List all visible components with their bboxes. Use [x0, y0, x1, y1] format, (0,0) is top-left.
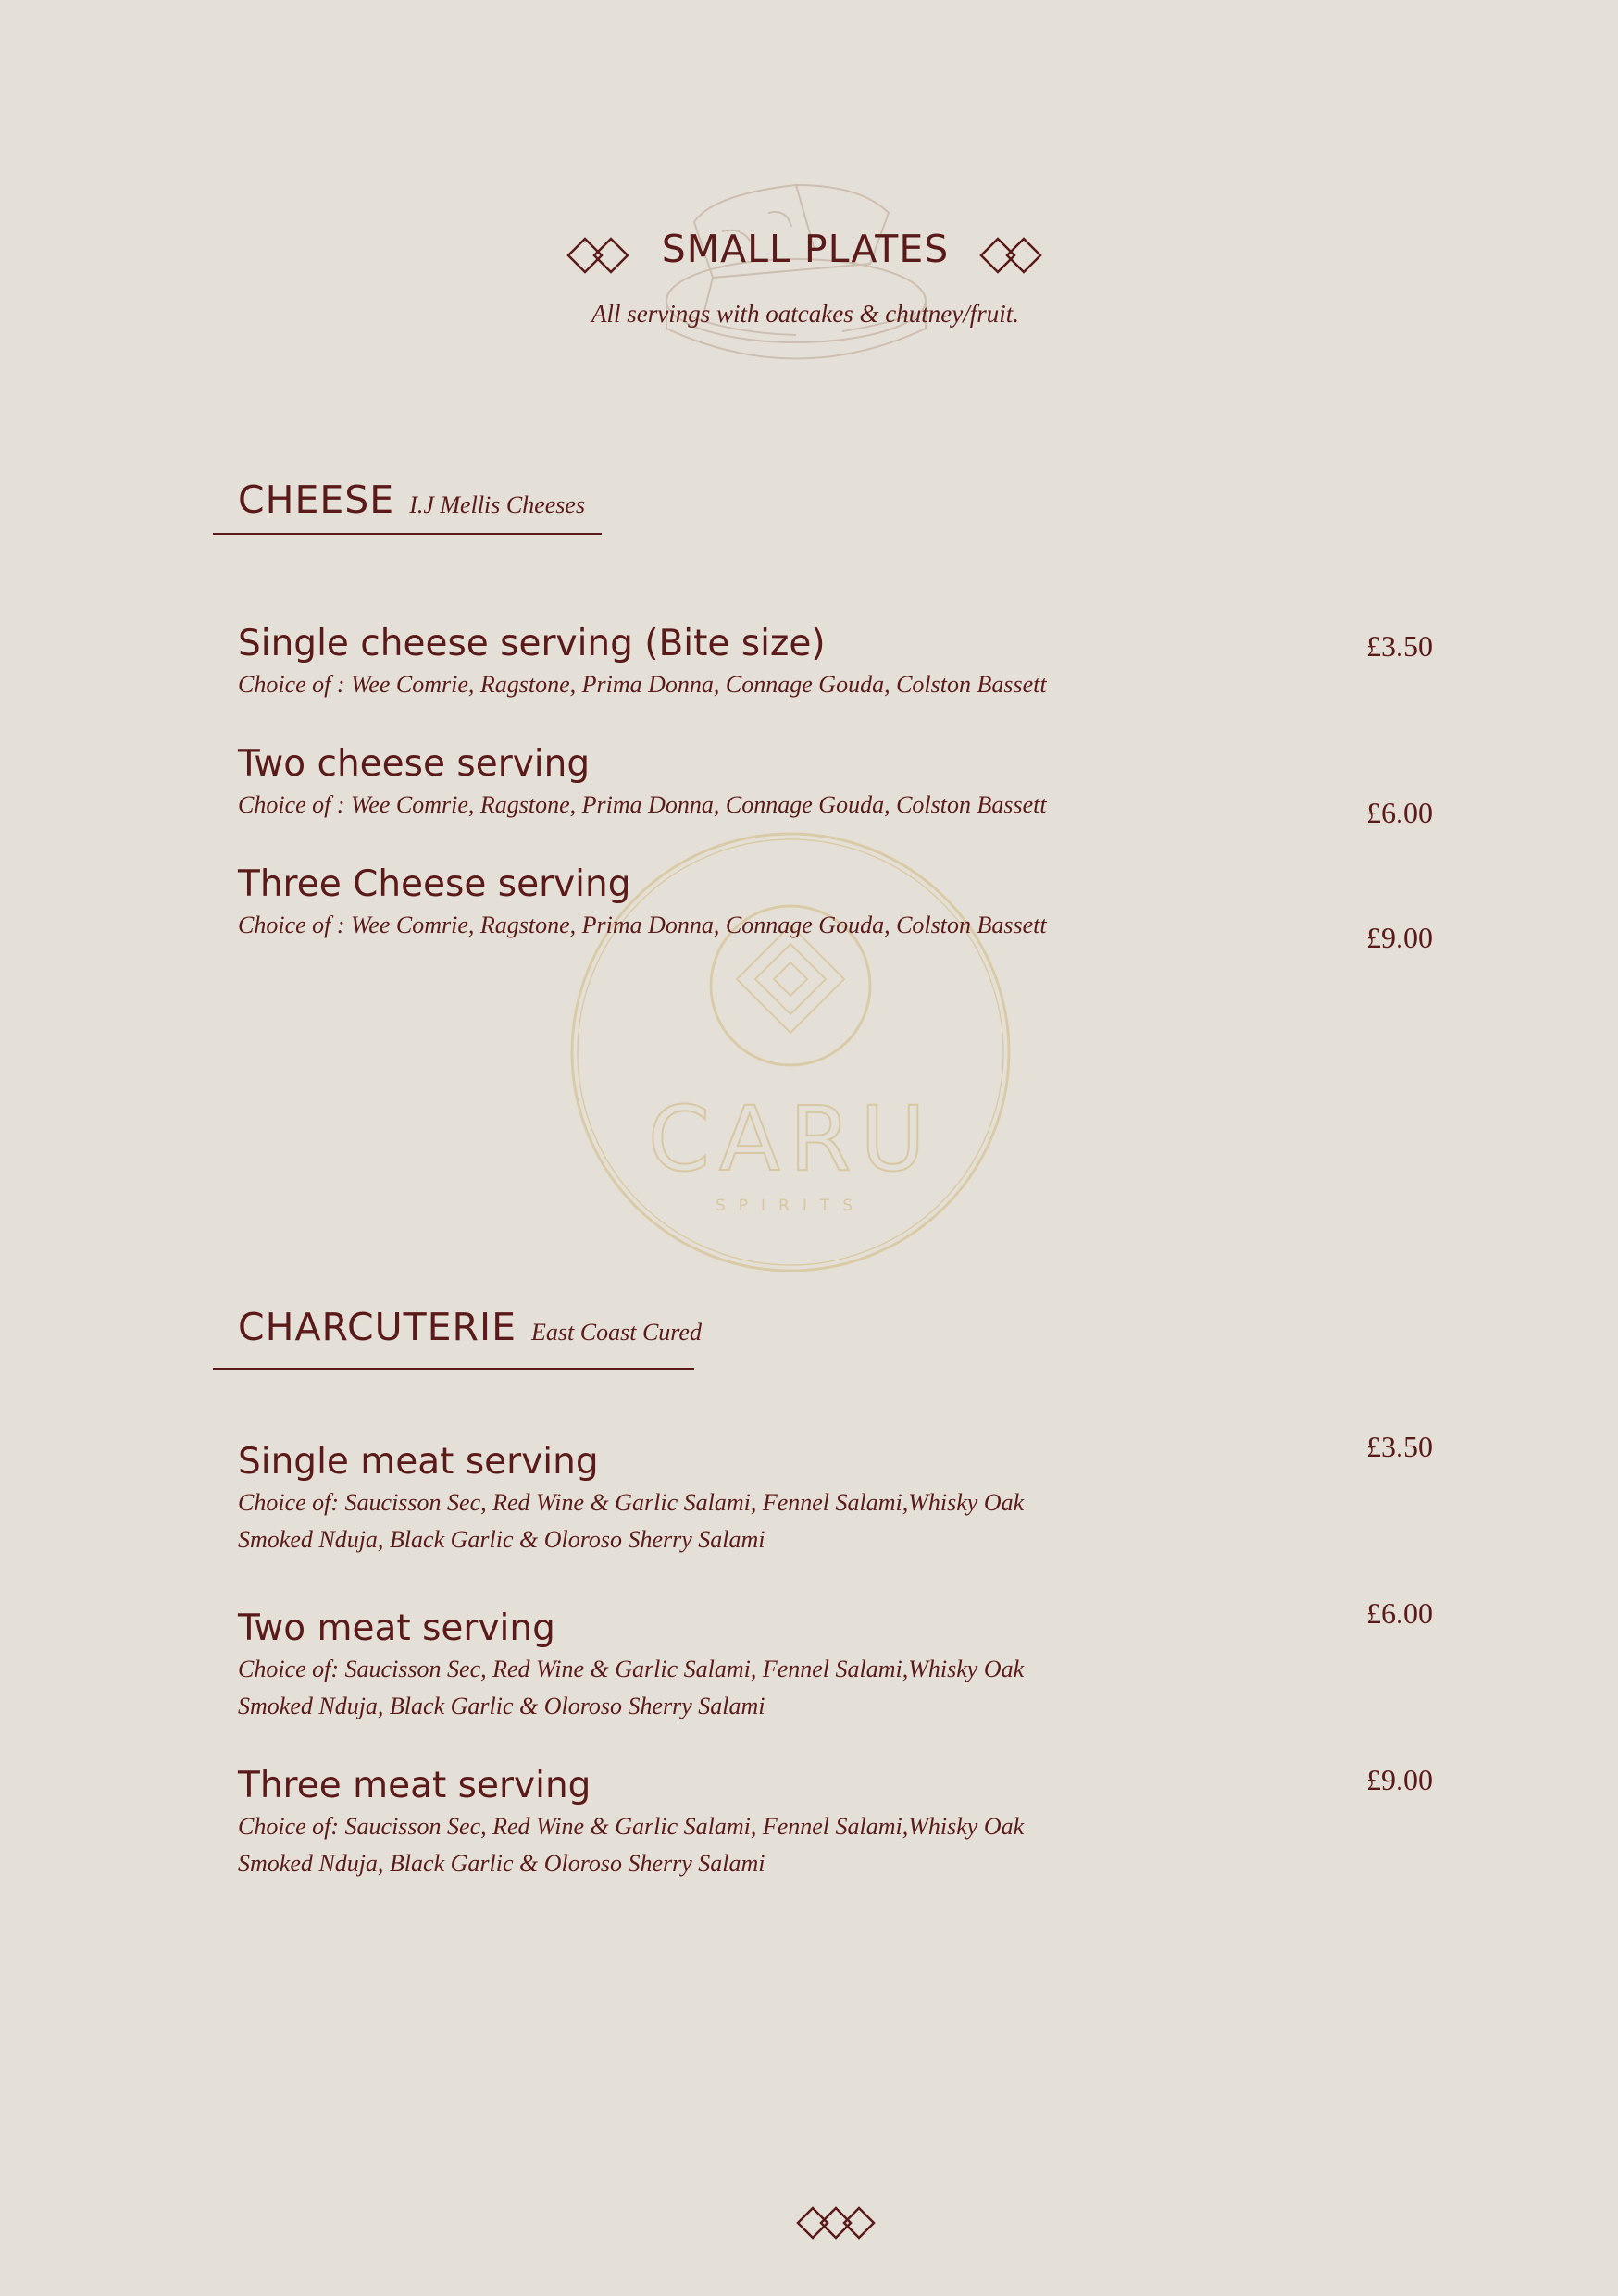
item-name: Three meat serving	[238, 1765, 591, 1806]
item-description: Choice of : Wee Comrie, Ragstone, Prima Donna, Connage Gouda, Colston Bassett	[238, 912, 1047, 938]
item-description-line: Smoked Nduja, Black Garlic & Oloroso Sherry Salami	[238, 1526, 765, 1553]
menu-item	[238, 1440, 1164, 1558]
section-heading-cheese	[238, 478, 585, 522]
item-description-line: Choice of: Saucisson Sec, Red Wine & Garlic Salami, Fennel Salami,Whisky Oak	[238, 1656, 1025, 1682]
menu-item	[238, 622, 1164, 703]
item-price: £9.00	[1366, 1763, 1433, 1796]
diamond-ornament-icon	[566, 235, 629, 276]
item-name: Two meat serving	[238, 1607, 555, 1649]
section-supplier: I.J Mellis Cheeses	[409, 491, 586, 518]
item-price: £6.00	[1366, 1596, 1433, 1630]
item-description-line: Smoked Nduja, Black Garlic & Oloroso Sherry Salami	[238, 1850, 765, 1877]
section-divider	[213, 533, 602, 535]
page-subtitle: All servings with oatcakes & chutney/fruit.	[591, 300, 1019, 328]
item-price: £3.50	[1366, 1430, 1433, 1463]
diamond-ornament-icon	[979, 235, 1042, 276]
watermark-brand: CARU	[648, 1087, 935, 1191]
item-description-line: Smoked Nduja, Black Garlic & Oloroso Sherry Salami	[238, 1693, 765, 1719]
menu-item	[238, 1607, 1164, 1725]
item-price: £9.00	[1366, 921, 1433, 954]
item-price: £6.00	[1366, 796, 1433, 829]
item-description: Choice of : Wee Comrie, Ragstone, Prima Donna, Connage Gouda, Colston Bassett	[238, 791, 1047, 818]
diamond-ornament-icon	[796, 2203, 876, 2243]
section-title: CHEESE	[238, 478, 395, 522]
menu-item	[238, 1764, 1164, 1882]
section-divider	[213, 1368, 694, 1370]
section-title: CHARCUTERIE	[238, 1305, 517, 1349]
watermark-subtitle: SPIRITS	[715, 1197, 866, 1215]
item-name: Three Cheese serving	[238, 863, 631, 905]
item-name: Single cheese serving (Bite size)	[238, 623, 826, 664]
item-description-line: Choice of: Saucisson Sec, Red Wine & Garlic Salami, Fennel Salami,Whisky Oak	[238, 1489, 1025, 1516]
section-supplier: East Coast Cured	[531, 1319, 702, 1346]
menu-item	[238, 863, 1164, 944]
cheese-sketch-icon	[657, 176, 935, 370]
page-title: SMALL PLATES	[661, 227, 950, 271]
item-name: Single meat serving	[238, 1441, 599, 1483]
item-description: Choice of : Wee Comrie, Ragstone, Prima Donna, Connage Gouda, Colston Bassett	[238, 671, 1047, 698]
item-price: £3.50	[1366, 629, 1433, 663]
menu-item	[238, 742, 1164, 824]
item-name: Two cheese serving	[238, 743, 591, 785]
section-heading-charcuterie	[238, 1305, 702, 1349]
item-description-line: Choice of: Saucisson Sec, Red Wine & Garlic Salami, Fennel Salami,Whisky Oak	[238, 1813, 1025, 1840]
